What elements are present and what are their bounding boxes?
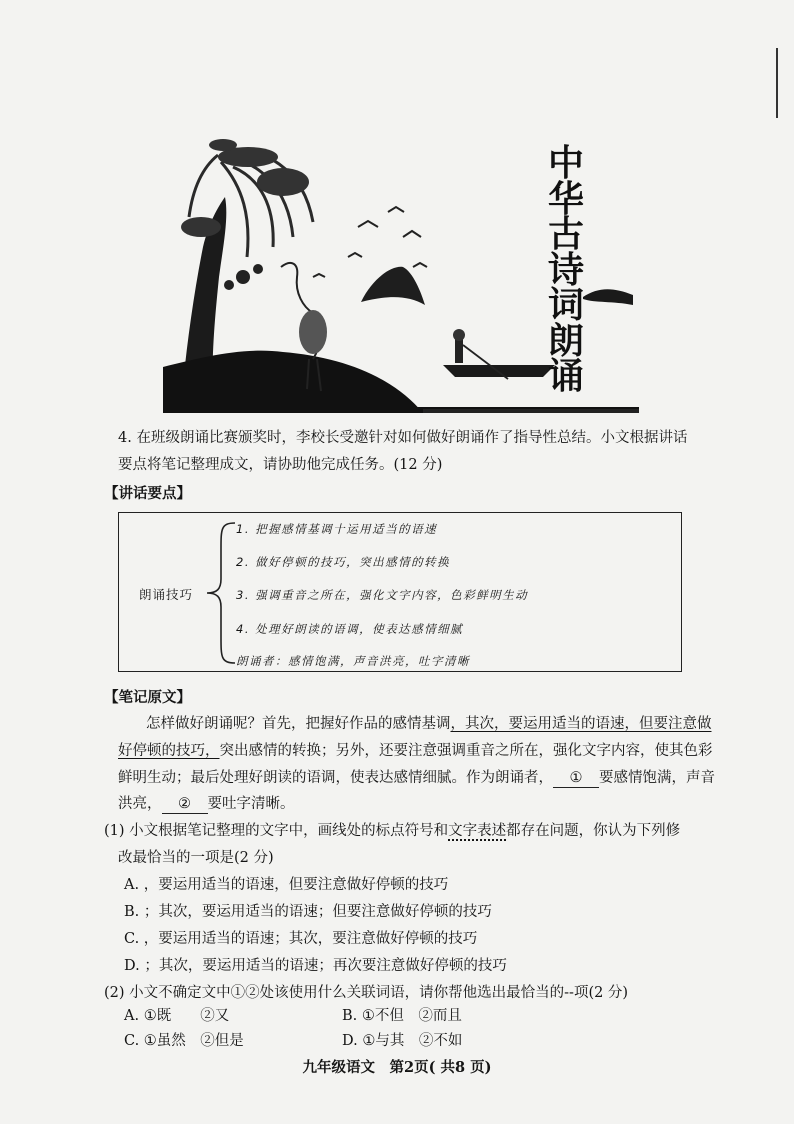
blank-2: ② (162, 796, 208, 814)
notes-heading: 【笔记原文】 (104, 689, 191, 706)
notes-text: 要感情饱满，声音 (599, 770, 715, 786)
q1-stem-text: (1) 小文根据笔记整理的文字中，画线处的标点符号和 (104, 823, 449, 839)
speech-points-box (118, 512, 682, 672)
q1-option-b: B. ；其次，要运用适当的语速；但要注意做好停顿的技巧 (124, 904, 492, 920)
q1-stem-line2: 改最恰当的一项是(2 分) (118, 850, 274, 866)
q1-option-d: D. ；其次，要运用适当的语速；再次要注意做好停顿的技巧 (124, 958, 507, 974)
speech-point-4: 4. 处理好朗读的语调，使表达感情细腻 (236, 622, 464, 636)
q2-option-a: A. ①既 ②又 (124, 1008, 230, 1024)
q1-option-c: C. ，要运用适当的语速；其次，要注意做好停顿的技巧 (124, 931, 478, 947)
speech-points-label: 朗诵技巧 (139, 587, 194, 602)
notes-text: 鲜明生动；最后处理好朗读的语调，使表达感情细腻。作为朗诵者， (118, 770, 553, 786)
question-stem-line2: 要点将笔记整理成文，请协助他完成任务。(12 分) (118, 457, 443, 473)
q2-stem: (2) 小文不确定文中①②处该使用什么关联词语，请你帮他选出最恰当的--项(2 分) (104, 985, 629, 1001)
q1-option-a: A. ，要运用适当的语速，但要注意做好停顿的技巧 (124, 877, 449, 893)
notes-text: 怎样做好朗诵呢？首先，把握好作品的感情基调 (146, 716, 451, 732)
page-edge-line (776, 48, 778, 118)
speech-point-5: 朗诵者：感情饱满，声音洪亮，吐字清晰 (236, 654, 470, 668)
notes-text: 突出感情的转换；另外，还要注意强调重音之所在，强化文字内容，使其色彩 (219, 743, 713, 759)
q2-option-d: D. ①与其 ②不如 (342, 1033, 463, 1049)
blank-1: ① (553, 770, 599, 788)
speech-point-3: 3. 强调重音之所在，强化文字内容，色彩鲜明生动 (236, 588, 529, 602)
q1-stem-line1 (104, 821, 680, 841)
curly-brace (199, 519, 239, 667)
speech-point-2: 2. 做好停顿的技巧，突出感情的转换 (236, 555, 451, 569)
poster-title: 中华古诗词朗诵 (547, 143, 584, 397)
notes-line1 (146, 714, 712, 734)
q2-option-c: C. ①虽然 ②但是 (124, 1033, 244, 1049)
question-stem-line1: 4. 在班级朗诵比赛颁奖时，李校长受邀针对如何做好朗诵作了指导性总结。小文根据讲话 (118, 430, 688, 446)
notes-line3 (118, 768, 715, 788)
notes-line4 (118, 794, 295, 814)
page-footer: 九年级语文 第2页( 共8 页) (302, 1059, 492, 1076)
notes-text: 洪亮， (118, 796, 162, 812)
q1-stem-text: 都存在问题，你认为下列修 (506, 823, 681, 839)
underlined-text: 好停顿的技巧， (118, 743, 220, 759)
speech-point-1: 1. 把握感情基调十运用适当的语速 (236, 522, 438, 536)
q2-option-b: B. ①不但 ②而且 (342, 1008, 462, 1024)
notes-line2 (118, 741, 713, 761)
dotted-emphasis: 文字表述 (448, 823, 507, 839)
notes-text: 要吐字清晰。 (207, 796, 295, 812)
underlined-text: ，其次，要运用适当的语速，但要注意做 (450, 716, 712, 732)
speech-points-heading: 【讲话要点】 (104, 485, 191, 502)
